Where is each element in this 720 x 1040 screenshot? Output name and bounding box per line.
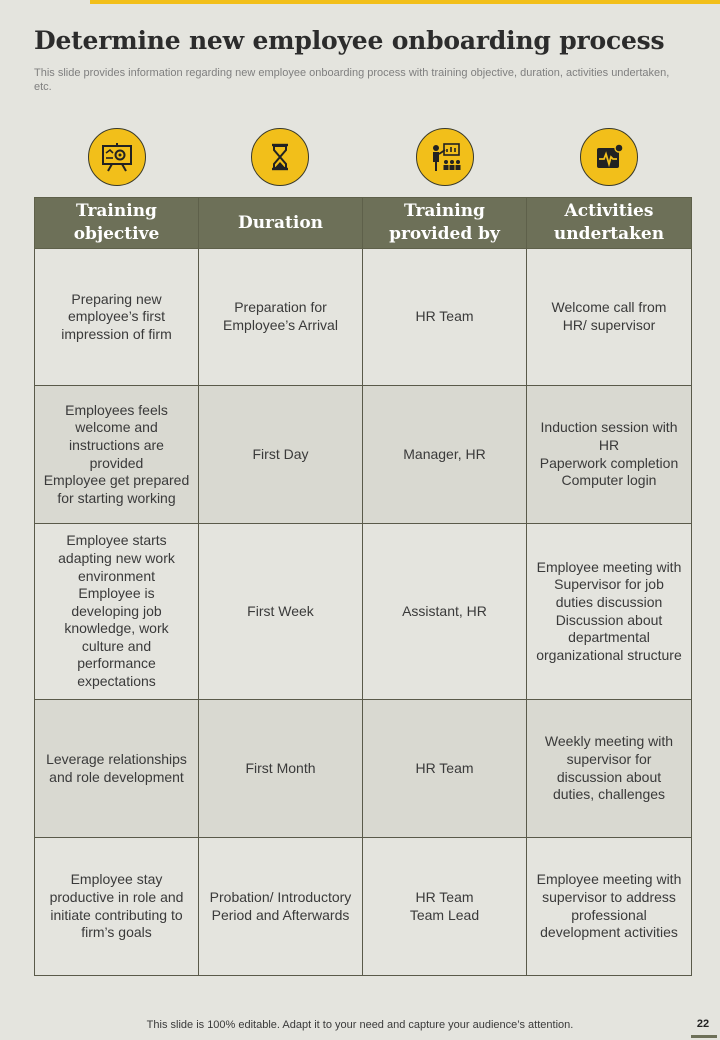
- hourglass-icon: [251, 128, 309, 186]
- table-cell: Employee stay productive in role and initiate contributing to firm’s goals: [35, 838, 199, 976]
- header-training-provided-by: Training provided by: [363, 198, 527, 249]
- table-row: [35, 249, 692, 386]
- table-cell: Manager, HR: [363, 386, 527, 524]
- table-cell: First Day: [199, 386, 363, 524]
- table-cell: HR Team Team Lead: [363, 838, 527, 976]
- table-cell: Leverage relationships and role development: [35, 700, 199, 838]
- table-cell: Preparing new employee’s first impression of firm: [35, 249, 199, 386]
- header-activities-undertaken: Activities undertaken: [527, 198, 692, 249]
- table-cell: Weekly meeting with supervisor for discussion about duties, challenges: [527, 700, 692, 838]
- table-row: [35, 838, 692, 976]
- table-cell: First Week: [199, 524, 363, 700]
- page-title: Determine new employee onboarding process: [34, 26, 665, 55]
- table-header-row: [35, 198, 692, 249]
- header-duration: Duration: [199, 198, 363, 249]
- table-cell: Employees feels welcome and instructions are provided Employee get prepared for starting working: [35, 386, 199, 524]
- trainer-audience-icon: [416, 128, 474, 186]
- table-row: [35, 524, 692, 700]
- table-row: [35, 386, 692, 524]
- onboarding-table: [34, 197, 692, 976]
- table-cell: Welcome call from HR/ supervisor: [527, 249, 692, 386]
- table-cell: First Month: [199, 700, 363, 838]
- table-row: [35, 700, 692, 838]
- header-training-objective: Training objective: [35, 198, 199, 249]
- table-cell: Assistant, HR: [363, 524, 527, 700]
- table-cell: Employee starts adapting new work environment Employee is developing job knowledge, work culture and performance expectations: [35, 524, 199, 700]
- table-cell: Preparation for Employee’s Arrival: [199, 249, 363, 386]
- top-accent-bar: [90, 0, 720, 4]
- table-cell: Probation/ Introductory Period and Afterwards: [199, 838, 363, 976]
- page-number: 22: [696, 1018, 710, 1030]
- page-subtitle: This slide provides information regarding new employee onboarding process with training objective, duration, activities undertaken, etc.: [34, 67, 670, 93]
- table-cell: HR Team: [363, 249, 527, 386]
- table-cell: Induction session with HR Paperwork completion Computer login: [527, 386, 692, 524]
- column-icons-row: [34, 128, 691, 186]
- activity-monitor-icon: [580, 128, 638, 186]
- table-cell: Employee meeting with supervisor to address professional development activities: [527, 838, 692, 976]
- footer-note: This slide is 100% editable. Adapt it to your need and capture your audience’s attention.: [146, 1019, 574, 1031]
- page-number-underline: [691, 1035, 717, 1038]
- table-cell: Employee meeting with Supervisor for job duties discussion Discussion about departmental organizational structure: [527, 524, 692, 700]
- presentation-gear-icon: [88, 128, 146, 186]
- table-cell: HR Team: [363, 700, 527, 838]
